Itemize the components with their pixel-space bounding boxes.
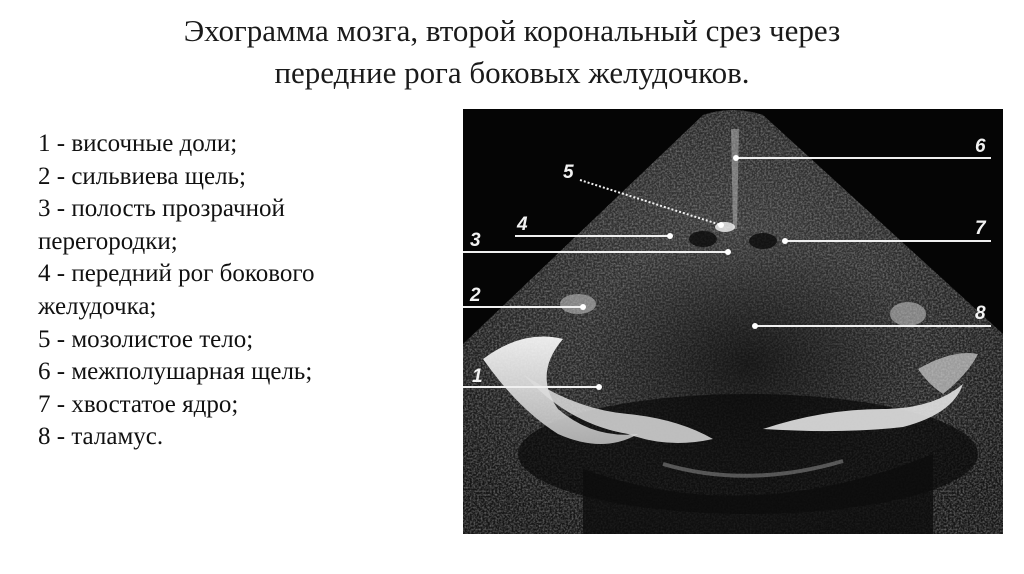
ultrasound-image	[463, 109, 1003, 534]
scan-label-2: 2	[470, 285, 481, 306]
legend-item: 7 - хвостатое ядро;	[38, 390, 239, 418]
scan-label-4: 4	[517, 214, 528, 235]
scan-label-3: 3	[470, 230, 481, 251]
legend-item: 3 - полость прозрачной	[38, 195, 285, 223]
legend-item: 8 - таламус.	[38, 423, 164, 451]
scan-label-1: 1	[472, 366, 483, 387]
legend-item: 5 - мозолистое тело;	[38, 325, 254, 353]
legend-list	[38, 128, 438, 454]
scan-label-6: 6	[975, 136, 986, 157]
scan-label-5: 5	[563, 162, 574, 183]
legend-item: 6 - межполушарная щель;	[38, 358, 313, 386]
slide-title	[60, 10, 964, 94]
ultrasound-figure	[463, 109, 1003, 534]
legend-item: 2 - сильвиева щель;	[38, 162, 246, 190]
legend-item: перегородки;	[38, 227, 178, 255]
legend-item: 1 - височные доли;	[38, 130, 238, 157]
scan-label-7: 7	[975, 218, 986, 239]
legend-item: 4 - передний рог бокового	[38, 260, 315, 288]
title-line-1: Эхограмма мозга, второй корональный срез через	[183, 13, 841, 48]
scan-label-8: 8	[975, 303, 986, 324]
title-line-2: передние рога боковых желудочков.	[274, 55, 750, 90]
legend-item: желудочка;	[38, 292, 157, 320]
